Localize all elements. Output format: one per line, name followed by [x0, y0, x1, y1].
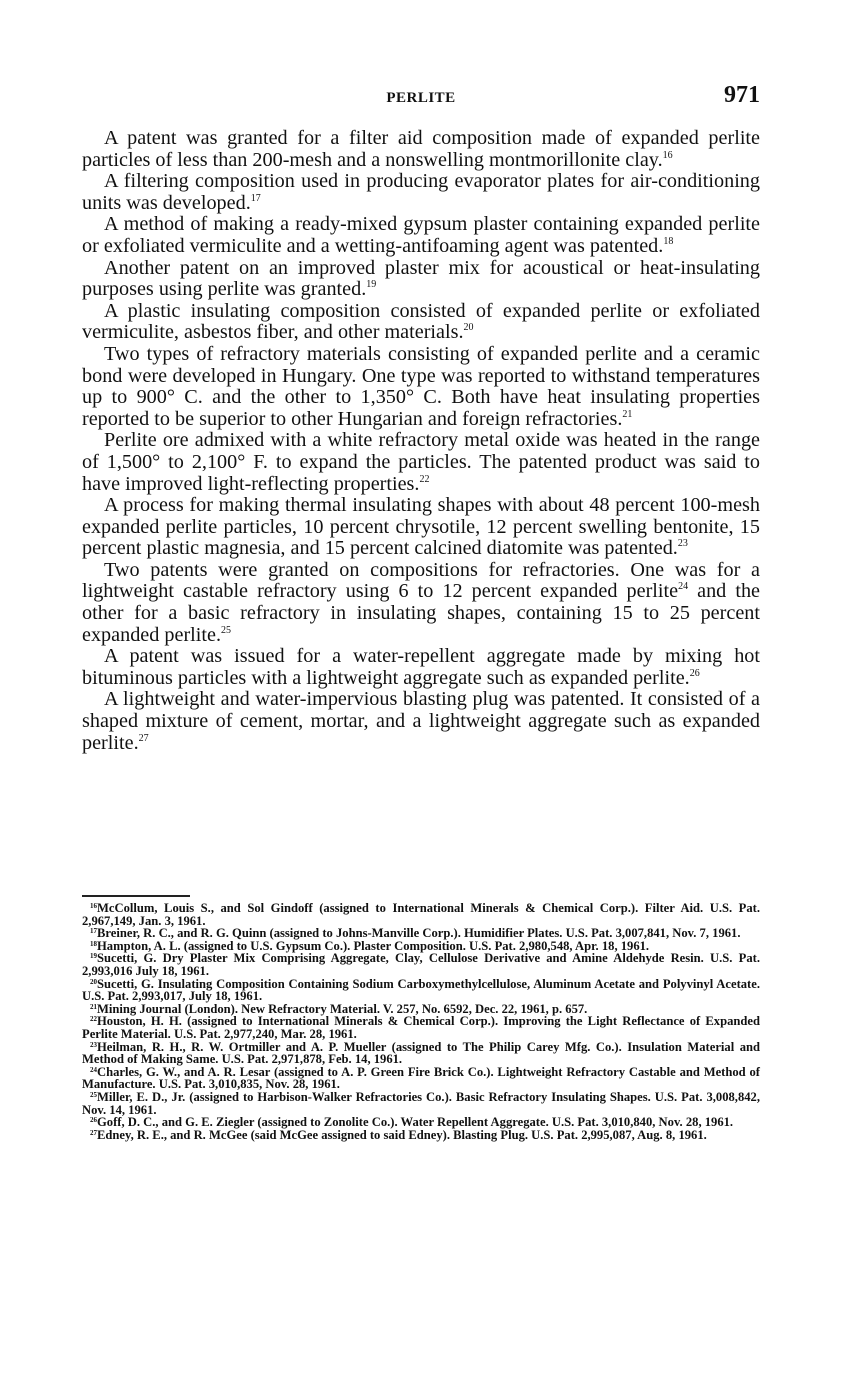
footnotes	[82, 902, 760, 1141]
footnote: $^{21}$Mining Journal (London). New Refractory Material. V. 257, No. 6592, Dec. 22, 1961, p. 657.	[90, 1001, 588, 1016]
footnote-number: 22	[90, 1015, 97, 1024]
paragraph: A patent was granted for a filter aid composition made of expanded perlite particles of less than 200-mesh and a nonswelling montmorillonite clay.$^{16}$	[82, 127, 760, 171]
footnote-number: 17	[90, 927, 97, 936]
footnote-ref: 26	[689, 667, 700, 679]
footnote: $^{18}$Hampton, A. L. (assigned to U.S. Gypsum Co.). Plaster Composition. U.S. Pat. 2,980,548, Apr. 18, 1961.	[90, 938, 650, 953]
footnote: $^{16}$McCollum, Louis S., and Sol Gindoff (assigned to International Minerals & Chemical Corp.). Filter Aid. U.S. Pat. 2,967,149, Jan. 3, 1961.	[82, 901, 760, 928]
footnote-ref: 20	[463, 322, 474, 334]
footnote: $^{24}$Charles, G. W., and A. R. Lesar (assigned to A. P. Green Fire Brick Co.). Lightweight Refractory Castable and Method of Manufacture. U.S. Pat. 3,010,835, Nov. 28, 1961.	[82, 1064, 760, 1092]
paragraph: A process for making thermal insulating shapes with about 48 percent 100-mesh expanded perlite particles, 10 percent chrysotile, 12 percent swelling bentonite, 15 percent plastic magnesia, and 15 percent calcined diatomite was patented.$^{23}$	[82, 494, 760, 560]
paragraph: A method of making a ready-mixed gypsum plaster containing expanded perlite or exfoliated vermiculite and a wetting-antifoaming agent was patented.$^{18}$	[82, 213, 760, 257]
footnote: $^{17}$Breiner, R. C., and R. G. Quinn (assigned to Johns-Manville Corp.). Humidifier Plates. U.S. Pat. 3,007,841, Nov. 7, 1961.	[90, 926, 741, 941]
paragraph: Two types of refractory materials consisting of expanded perlite and a ceramic bond were developed in Hungary. One type was reported to withstand temperatures up to 900° C. and the other to 1,350° C. Both have heat insulating properties reported to be superior to other Hungarian and foreign refractories.$^{21}$	[82, 342, 760, 430]
footnote-ref: 16	[662, 149, 673, 161]
footnote-ref: 22	[419, 473, 430, 485]
footnote-number: 27	[90, 1128, 97, 1137]
footnote-number: 20	[90, 977, 97, 986]
footnote-number: 24	[90, 1065, 97, 1074]
footnote-ref: 19	[366, 279, 377, 291]
paragraph: Another patent on an improved plaster mix for acoustical or heat-insulating purposes using perlite was granted.$^{19}$	[82, 256, 760, 301]
footnote: $^{27}$Edney, R. E., and R. McGee (said McGee assigned to said Edney). Blasting Plug. U.S. Pat. 2,995,087, Aug. 8, 1961.	[90, 1127, 707, 1142]
footnote-ref: 25	[221, 624, 232, 636]
footnote-divider	[82, 895, 190, 897]
paragraph: A patent was issued for a water-repellent aggregate made by mixing hot bituminous particles with a lightweight aggregate such as expanded perlite.$^{26}$	[82, 645, 760, 689]
paragraph: A plastic insulating composition consisted of expanded perlite or exfoliated vermiculite, asbestos fiber, and other materials.$^{20}$	[82, 299, 760, 344]
paragraph: Two patents were granted on compositions for refractories. One was for a lightweight castable refractory using 6 to 12 percent expanded perlite$^{24}$ and the other for a basic refractory in insulating shapes, containing 15 to 25 percent expanded perlite.$^{25}$	[82, 558, 760, 646]
footnote-number: 25	[90, 1090, 97, 1099]
footnote: $^{19}$Sucetti, G. Dry Plaster Mix Comprising Aggregate, Clay, Cellulose Derivative and Amine Aldehyde Resin. U.S. Pat. 2,993,016 July 18, 1961.	[82, 951, 760, 978]
paragraph: A filtering composition used in producing evaporator plates for air-conditioning units was developed.$^{17}$	[82, 170, 760, 214]
footnote-number: 16	[90, 902, 97, 910]
paragraph: Perlite ore admixed with a white refractory metal oxide was heated in the range of 1,500° to 2,100° F. to expand the particles. The patented product was said to have improved light-reflecting properties.$^{22}$	[82, 429, 760, 495]
footnote-number: 18	[90, 939, 97, 948]
footnote: $^{26}$Goff, D. C., and G. E. Ziegler (assigned to Zonolite Co.). Water Repellent Aggregate. U.S. Pat. 3,010,840, Nov. 28, 1961.	[90, 1115, 734, 1130]
paragraph: A lightweight and water-impervious blasting plug was patented. It consisted of a shaped mixture of cement, mortar, and a lightweight aggregate such as expanded perlite.$^{27}$	[82, 688, 760, 754]
footnote-ref: 18	[663, 235, 674, 247]
page-number: 971	[724, 82, 760, 108]
footnote-number: 26	[90, 1116, 97, 1125]
footnote: $^{25}$Miller, E. D., Jr. (assigned to Harbison-Walker Refractories Co.). Basic Refractory Insulating Shapes. U.S. Pat. 3,008,842, Nov. 14, 1961.	[82, 1089, 760, 1117]
footnote-ref: 27	[138, 732, 149, 744]
footnote: $^{20}$Sucetti, G. Insulating Composition Containing Sodium Carboxymethylcellulose, Aluminum Acetate and Polyvinyl Acetate. U.S. Pat. 2,993,017, July 18, 1961.	[82, 976, 760, 1004]
footnote-ref: 21	[622, 408, 633, 420]
footnote-number: 21	[90, 1002, 97, 1011]
footnote: $^{22}$Houston, H. H. (assigned to International Minerals & Chemical Corp.). Improving the Light Reflectance of Expanded Perlite Material. U.S. Pat. 2,977,240, Mar. 28, 1961.	[82, 1014, 760, 1041]
body-text	[82, 128, 760, 754]
footnote-number: 23	[90, 1040, 97, 1049]
footnote-number: 19	[90, 952, 97, 961]
footnote-ref: 17	[250, 192, 261, 204]
page-header	[82, 82, 760, 114]
footnote-ref: 23	[677, 538, 688, 550]
footnote: $^{23}$Heilman, R. H., R. W. Ortmiller and A. P. Mueller (assigned to The Philip Carey Mfg. Co.). Insulation Material and Method of Making Same. U.S. Pat. 2,971,878, Feb. 14, 1961.	[82, 1039, 760, 1067]
footnote-ref: 24	[678, 581, 689, 593]
running-title: PERLITE	[386, 90, 456, 106]
